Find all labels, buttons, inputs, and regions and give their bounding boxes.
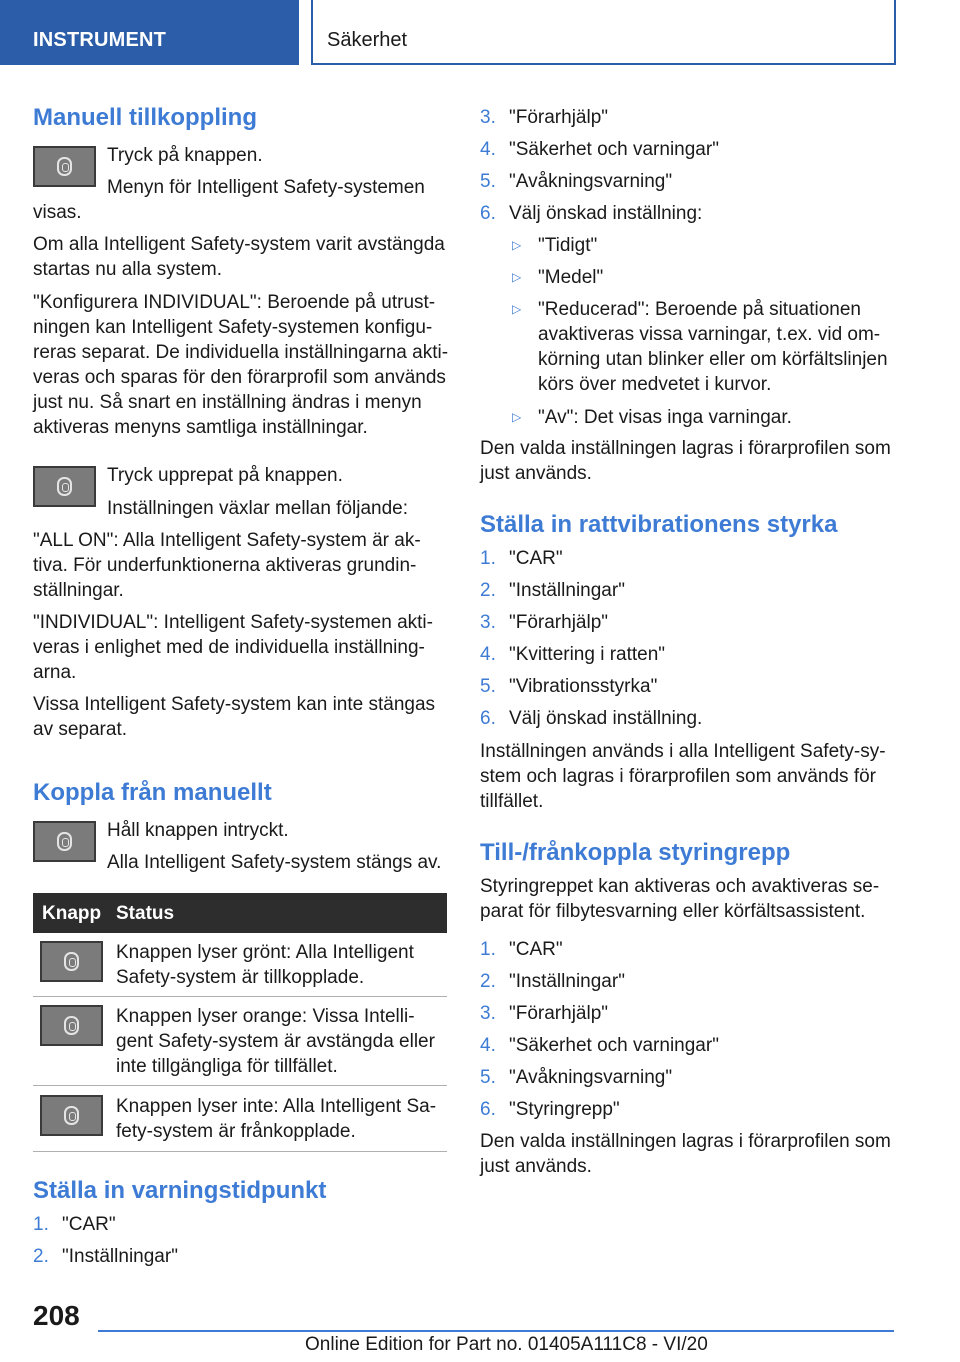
- table-divider: [33, 1151, 447, 1152]
- list-number: 1.: [33, 1214, 49, 1235]
- bullet-item: "Medel": [538, 267, 604, 288]
- text-line: reras separat. De individuella inställningarna akti-: [33, 342, 449, 363]
- list-number: 3.: [480, 1003, 496, 1024]
- list-item: "CAR": [509, 939, 563, 960]
- text-line: Tryck upprepat på knappen.: [107, 465, 343, 486]
- text-line: visas.: [33, 202, 82, 223]
- list-item: "Inställningar": [509, 580, 625, 601]
- text-line: Om alla Intelligent Safety-system varit avstängda: [33, 234, 445, 255]
- safety-button-icon: [33, 466, 96, 507]
- list-number: 3.: [480, 107, 496, 128]
- footer-edition: Online Edition for Part no. 01405A111C8 - VI/20: [305, 1334, 708, 1355]
- list-item: "Inställningar": [62, 1246, 178, 1267]
- text-line: Inställningen växlar mellan följande:: [107, 498, 409, 519]
- table-cell: Knappen lyser orange: Vissa Intelli-: [116, 1006, 415, 1027]
- text-line: tiva. För underfunktionerna aktiveras grundin-: [33, 555, 417, 576]
- text-line: just nu. Så snart en inställning ändras i menyn: [33, 392, 422, 413]
- list-item: "CAR": [509, 548, 563, 569]
- text-line: veras och sparas för den förarprofil som används: [33, 367, 446, 388]
- list-item: "Förarhjälp": [509, 107, 609, 128]
- bullet-item: "Tidigt": [538, 235, 598, 256]
- text-line: "ALL ON": Alla Intelligent Safety-system är ak-: [33, 530, 421, 551]
- header-section-label: INSTRUMENT: [33, 29, 167, 51]
- bullet-triangle-icon: ▷: [512, 238, 522, 252]
- list-number: 4.: [480, 1035, 496, 1056]
- text-line: Alla Intelligent Safety-system stängs av.: [107, 852, 442, 873]
- table-header: [33, 893, 447, 933]
- heading-steering: Till-/frånkoppla styringrepp: [480, 839, 791, 866]
- text-line: Styringreppet kan aktiveras och avaktiveras se-: [480, 876, 880, 897]
- bullet-item: körs över medvetet i kurvor.: [538, 374, 772, 395]
- footer-divider: [98, 1330, 894, 1332]
- table-cell: fety-system är frånkopplade.: [116, 1121, 356, 1142]
- list-item: "Inställningar": [509, 971, 625, 992]
- heading-warning-time: Ställa in varningstidpunkt: [33, 1177, 327, 1204]
- heading-vibration: Ställa in rattvibrationens styrka: [480, 511, 838, 538]
- table-cell: gent Safety-system är avstängda eller: [116, 1031, 435, 1052]
- safety-button-green-icon: [40, 941, 103, 982]
- table-cell: Knappen lyser grönt: Alla Intelligent: [116, 942, 414, 963]
- list-number: 5.: [480, 171, 496, 192]
- text-line: Vissa Intelligent Safety-system kan inte stängas: [33, 694, 436, 715]
- list-number: 6.: [480, 708, 496, 729]
- list-item: "Styringrepp": [509, 1099, 620, 1120]
- table-divider: [33, 996, 447, 997]
- list-item: "Förarhjälp": [509, 1003, 609, 1024]
- header-section-tab: [0, 0, 299, 65]
- list-item: Välj önskad inställning.: [509, 708, 703, 729]
- heading-manual-off: Koppla från manuellt: [33, 779, 272, 806]
- text-line: Den valda inställningen lagras i förarprofilen som: [480, 1131, 891, 1152]
- text-line: stem och lagras i förarprofilen som används för: [480, 766, 877, 787]
- bullet-item: körning utan blinker eller om körfältslinjen: [538, 349, 888, 370]
- text-line: veras i enlighet med de individuella inställning-: [33, 637, 425, 658]
- text-line: "INDIVIDUAL": Intelligent Safety-systemen akti-: [33, 612, 433, 633]
- list-number: 5.: [480, 676, 496, 697]
- text-line: startas nu alla system.: [33, 259, 223, 280]
- page-number: 208: [33, 1300, 80, 1331]
- table-divider: [33, 1085, 447, 1086]
- bullet-item: "Reducerad": Beroende på situationen: [538, 299, 861, 320]
- bullet-item: "Av": Det visas inga varningar.: [538, 407, 792, 428]
- bullet-item: avaktiveras vissa varningar, t.ex. vid om-: [538, 324, 881, 345]
- text-line: tillfället.: [480, 791, 544, 812]
- text-line: Den valda inställningen lagras i förarprofilen som: [480, 438, 891, 459]
- list-item: "Kvittering i ratten": [509, 644, 666, 665]
- safety-button-off-icon: [40, 1095, 103, 1136]
- list-number: 6.: [480, 1099, 496, 1120]
- text-line: "Konfigurera INDIVIDUAL": Beroende på utrust-: [33, 292, 436, 313]
- list-number: 3.: [480, 612, 496, 633]
- text-line: av separat.: [33, 719, 127, 740]
- header-title-box: [311, 0, 896, 65]
- list-number: 5.: [480, 1067, 496, 1088]
- list-number: 2.: [480, 971, 496, 992]
- safety-button-orange-icon: [40, 1005, 103, 1046]
- list-number: 2.: [480, 580, 496, 601]
- text-line: aktiveras menyns samtliga inställningar.: [33, 417, 368, 438]
- list-item: "Avåkningsvarning": [509, 171, 673, 192]
- bullet-triangle-icon: ▷: [512, 270, 522, 284]
- heading-manual-on: Manuell tillkoppling: [33, 104, 257, 131]
- table-cell: Knappen lyser inte: Alla Intelligent Sa-: [116, 1096, 437, 1117]
- text-line: ställningar.: [33, 580, 124, 601]
- text-line: just används.: [480, 1156, 592, 1177]
- list-item: Välj önskad inställning:: [509, 203, 703, 224]
- list-item: "Säkerhet och varningar": [509, 139, 719, 160]
- list-item: "CAR": [62, 1214, 116, 1235]
- header-title: Säkerhet: [327, 29, 408, 51]
- text-line: Tryck på knappen.: [107, 145, 263, 166]
- text-line: Håll knappen intryckt.: [107, 820, 289, 841]
- list-item: "Vibrationsstyrka": [509, 676, 658, 697]
- list-number: 1.: [480, 939, 496, 960]
- safety-button-icon: [33, 146, 96, 187]
- table-col-status: Status: [116, 903, 175, 924]
- safety-button-icon: [33, 821, 96, 862]
- list-item: "Avåkningsvarning": [509, 1067, 673, 1088]
- list-number: 4.: [480, 644, 496, 665]
- text-line: Menyn för Intelligent Safety-systemen: [107, 177, 425, 198]
- list-number: 4.: [480, 139, 496, 160]
- table-col-knapp: Knapp: [42, 903, 102, 924]
- bullet-triangle-icon: ▷: [512, 410, 522, 424]
- text-line: arna.: [33, 662, 77, 683]
- table-cell: Safety-system är tillkopplade.: [116, 967, 365, 988]
- text-line: Inställningen används i alla Intelligent Safety-sy-: [480, 741, 886, 762]
- list-number: 6.: [480, 203, 496, 224]
- bullet-triangle-icon: ▷: [512, 302, 522, 316]
- list-number: 1.: [480, 548, 496, 569]
- text-line: parat för filbytesvarning eller körfältsassistent.: [480, 901, 866, 922]
- text-line: ningen kan Intelligent Safety-systemen konfigu-: [33, 317, 433, 338]
- table-cell: inte tillgängliga för tillfället.: [116, 1056, 338, 1077]
- list-number: 2.: [33, 1246, 49, 1267]
- list-item: "Säkerhet och varningar": [509, 1035, 719, 1056]
- text-line: just används.: [480, 463, 592, 484]
- list-item: "Förarhjälp": [509, 612, 609, 633]
